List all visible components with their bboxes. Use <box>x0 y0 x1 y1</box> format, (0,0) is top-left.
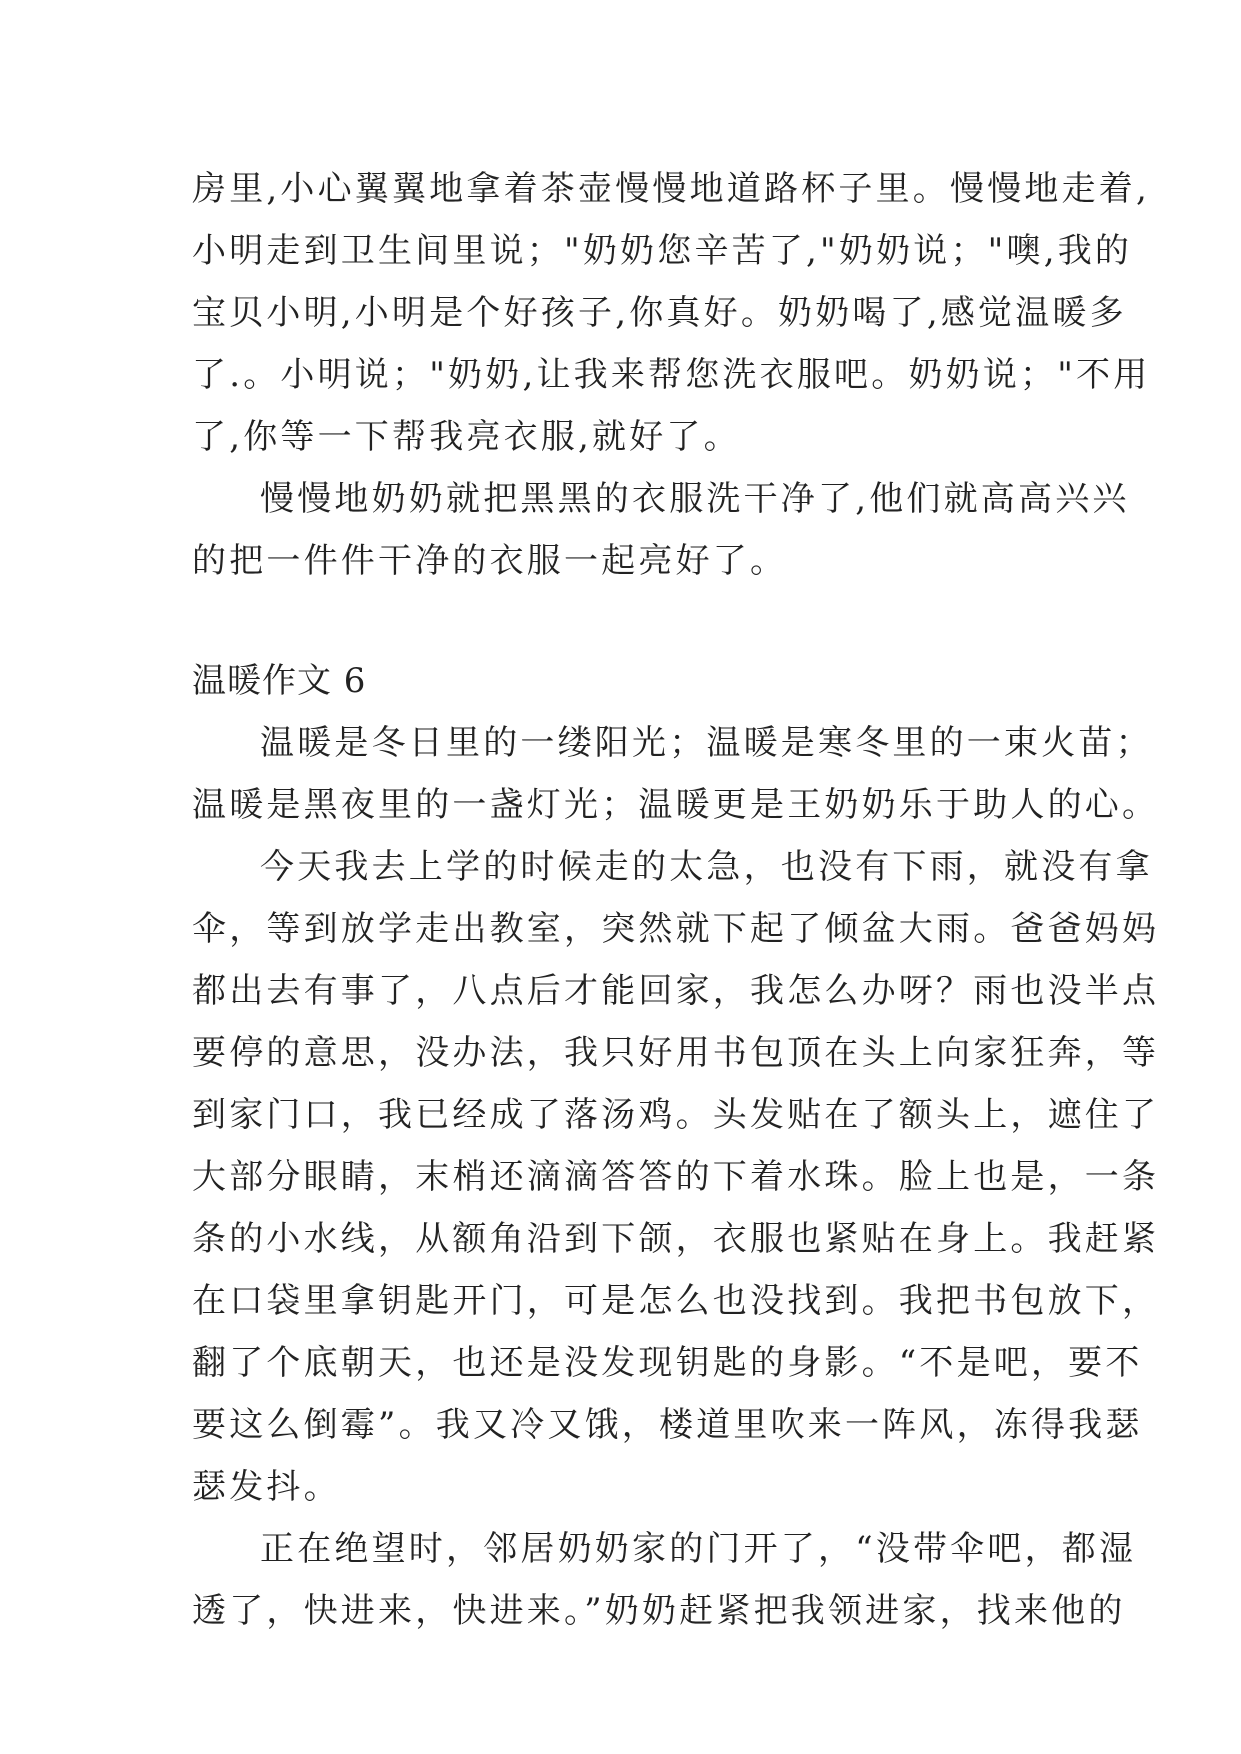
story-ending-paragraph <box>192 468 1130 592</box>
text-line: 都出去有事了，八点后才能回家，我怎么办呀？雨也没半点 <box>192 971 1160 1011</box>
text-line: 要停的意思，没办法，我只好用书包顶在头上向家狂奔，等 <box>192 1033 1160 1073</box>
intro-paragraph <box>192 712 1160 836</box>
text-line: 瑟发抖。 <box>192 1467 341 1507</box>
section-heading <box>192 650 1072 712</box>
text-line: 温暖是冬日里的一缕阳光；温暖是寒冬里的一束火苗； <box>260 723 1153 763</box>
text-line: 透了，快进来，快进来。”奶奶赶紧把我领进家，找来他的 <box>192 1591 1126 1631</box>
text-line: 条的小水线，从额角沿到下颌，衣服也紧贴在身上。我赶紧 <box>192 1219 1160 1259</box>
text-line: 小明走到卫生间里说；"奶奶您辛苦了,"奶奶说；"噢,我的 <box>192 231 1133 271</box>
story-continuation-paragraph <box>192 158 1151 468</box>
text-line: 的把一件件干净的衣服一起亮好了。 <box>192 541 788 581</box>
neighbor-paragraph <box>192 1518 1137 1642</box>
text-line: 到家门口，我已经成了落汤鸡。头发贴在了额头上，遮住了 <box>192 1095 1160 1135</box>
text-line: 温暖是黑夜里的一盏灯光；温暖更是王奶奶乐于助人的心。 <box>192 785 1160 825</box>
text-line: 房里,小心翼翼地拿着茶壶慢慢地道路杯子里。慢慢地走着, <box>192 169 1151 209</box>
text-line: 要这么倒霉”。我又冷又饿，楼道里吹来一阵风，冻得我瑟 <box>192 1405 1143 1445</box>
text-line: 慢慢地奶奶就把黑黑的衣服洗干净了,他们就高高兴兴 <box>260 479 1130 519</box>
document-body <box>192 158 1160 1642</box>
text-line: 在口袋里拿钥匙开门，可是怎么也没找到。我把书包放下， <box>192 1281 1160 1321</box>
text-line: 大部分眼睛，末梢还滴滴答答的下着水珠。脸上也是，一条 <box>192 1157 1160 1197</box>
text-line: 正在绝望时，邻居奶奶家的门开了，“没带伞吧，都湿 <box>260 1529 1137 1569</box>
text-line: 翻了个底朝天，也还是没发现钥匙的身影。“不是吧，要不 <box>192 1343 1143 1383</box>
text-line: 宝贝小明,小明是个好孩子,你真好。奶奶喝了,感觉温暖多 <box>192 293 1127 333</box>
text-line: 今天我去上学的时候走的太急，也没有下雨，就没有拿 <box>260 847 1153 887</box>
rain-story-paragraph <box>192 836 1160 1518</box>
text-line: 伞，等到放学走出教室，突然就下起了倾盆大雨。爸爸妈妈 <box>192 909 1160 949</box>
text-line: 了,你等一下帮我亮衣服,就好了。 <box>192 417 741 457</box>
text-line: 了.。小明说；"奶奶,让我来帮您洗衣服吧。奶奶说；"不用 <box>192 355 1151 395</box>
essay-title: 温暖作文 6 <box>192 661 367 701</box>
